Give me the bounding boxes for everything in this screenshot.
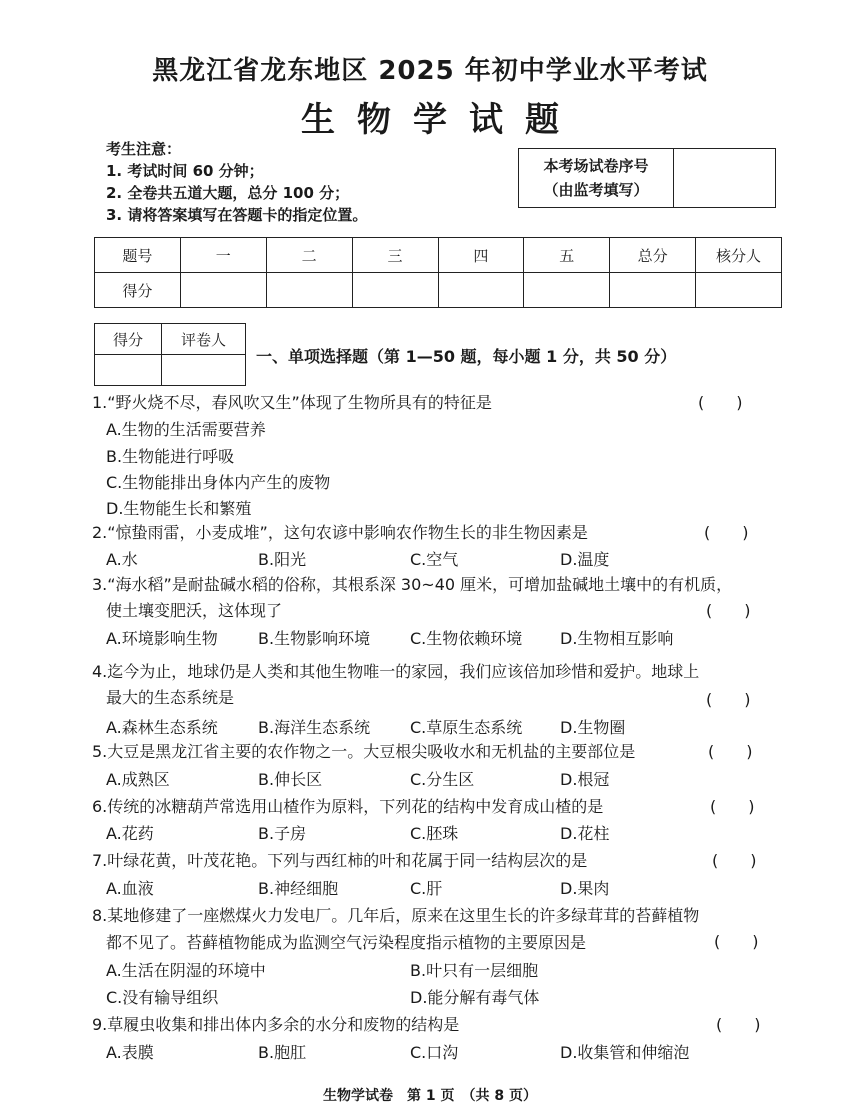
answer-paren[interactable]: ( ) bbox=[698, 393, 743, 412]
question-stem: 9.草履虫收集和排出体内多余的水分和废物的结构是 bbox=[92, 1015, 460, 1034]
option-b: B.胞肛 bbox=[258, 1043, 307, 1062]
question-stem: 2.“惊蛰雨雷，小麦成堆”，这句农谚中影响农作物生长的非生物因素是 bbox=[92, 523, 588, 542]
option-d: D.温度 bbox=[560, 550, 610, 569]
grader-score-cell[interactable] bbox=[95, 355, 162, 386]
option-b: B.生物影响环境 bbox=[258, 629, 371, 648]
option-b: B.生物能进行呼吸 bbox=[106, 447, 235, 466]
answer-paren[interactable]: ( ) bbox=[704, 523, 749, 542]
option-d: D.能分解有毒气体 bbox=[410, 988, 540, 1007]
question-stem-cont: 都不见了。苔藓植物能成为监测空气污染程度指示植物的主要原因是 bbox=[106, 933, 587, 952]
score-header-cell: 五 bbox=[524, 238, 610, 273]
score-cell[interactable] bbox=[438, 273, 524, 308]
exam-title: 黑龙江省龙东地区 2025 年初中学业水平考试 bbox=[152, 56, 708, 86]
option-c: C.生物能排出身体内产生的废物 bbox=[106, 473, 331, 492]
grader-name-label: 评卷人 bbox=[162, 324, 246, 355]
score-cell[interactable] bbox=[266, 273, 352, 308]
grader-name-cell[interactable] bbox=[162, 355, 246, 386]
score-header-cell: 一 bbox=[180, 238, 266, 273]
grader-score-label: 得分 bbox=[95, 324, 162, 355]
answer-paren[interactable]: ( ) bbox=[712, 851, 757, 870]
answer-paren[interactable]: ( ) bbox=[714, 932, 759, 951]
option-c: C.生物依赖环境 bbox=[410, 629, 523, 648]
score-header-cell: 四 bbox=[438, 238, 524, 273]
exam-serial-box bbox=[518, 148, 776, 208]
score-header-cell: 二 bbox=[266, 238, 352, 273]
option-b: B.叶只有一层细胞 bbox=[410, 961, 539, 980]
score-row-label: 得分 bbox=[95, 273, 181, 308]
score-cell[interactable] bbox=[696, 273, 782, 308]
option-d: D.生物圈 bbox=[560, 718, 626, 737]
answer-paren[interactable]: ( ) bbox=[706, 601, 751, 620]
option-b: B.阳光 bbox=[258, 550, 307, 569]
option-c: C.肝 bbox=[410, 879, 443, 898]
score-cell[interactable] bbox=[524, 273, 610, 308]
serial-label: 本考场试卷序号 （由监考填写） bbox=[519, 149, 674, 208]
option-a: A.花药 bbox=[106, 824, 154, 843]
option-d: D.花柱 bbox=[560, 824, 610, 843]
option-c: C.口沟 bbox=[410, 1043, 459, 1062]
notice-heading: 考生注意： bbox=[106, 140, 182, 158]
answer-paren[interactable]: ( ) bbox=[716, 1015, 761, 1034]
option-a: A.表膜 bbox=[106, 1043, 154, 1062]
score-cell[interactable] bbox=[180, 273, 266, 308]
option-d: D.生物相互影响 bbox=[560, 629, 674, 648]
option-b: B.伸长区 bbox=[258, 770, 323, 789]
score-header-cell: 总分 bbox=[610, 238, 696, 273]
option-c: C.分生区 bbox=[410, 770, 475, 789]
option-b: B.海洋生态系统 bbox=[258, 718, 371, 737]
answer-paren[interactable]: ( ) bbox=[708, 742, 753, 761]
grader-box bbox=[94, 323, 246, 386]
question-stem: 7.叶绿花黄，叶茂花艳。下列与西红柿的叶和花属于同一结构层次的是 bbox=[92, 851, 588, 870]
notice-item: 1. 考试时间 60 分钟； bbox=[106, 162, 264, 180]
option-b: B.子房 bbox=[258, 824, 307, 843]
score-header-cell: 三 bbox=[352, 238, 438, 273]
option-a: A.森林生态系统 bbox=[106, 718, 218, 737]
option-c: C.空气 bbox=[410, 550, 459, 569]
question-stem: 3.“海水稻”是耐盐碱水稻的俗称，其根系深 30~40 厘米，可增加盐碱地土壤中的有机质， bbox=[92, 575, 733, 594]
option-a: A.生物的生活需要营养 bbox=[106, 420, 266, 439]
question-stem: 5.大豆是黑龙江省主要的农作物之一。大豆根尖吸收水和无机盐的主要部位是 bbox=[92, 742, 636, 761]
option-c: C.没有输导组织 bbox=[106, 988, 219, 1007]
score-header-cell: 核分人 bbox=[696, 238, 782, 273]
question-stem-cont: 使土壤变肥沃，这体现了 bbox=[106, 601, 283, 620]
option-d: D.根冠 bbox=[560, 770, 610, 789]
question-stem: 6.传统的冰糖葫芦常选用山楂作为原料，下列花的结构中发育成山楂的是 bbox=[92, 797, 604, 816]
answer-paren[interactable]: ( ) bbox=[706, 690, 751, 709]
option-a: A.血液 bbox=[106, 879, 154, 898]
option-a: A.生活在阴湿的环境中 bbox=[106, 961, 266, 980]
option-d: D.果肉 bbox=[560, 879, 610, 898]
option-d: D.生物能生长和繁殖 bbox=[106, 499, 252, 518]
question-stem-cont: 最大的生态系统是 bbox=[106, 688, 235, 707]
option-d: D.收集管和伸缩泡 bbox=[560, 1043, 690, 1062]
score-table bbox=[94, 237, 782, 308]
option-a: A.水 bbox=[106, 550, 138, 569]
option-c: C.草原生态系统 bbox=[410, 718, 523, 737]
score-cell[interactable] bbox=[352, 273, 438, 308]
answer-paren[interactable]: ( ) bbox=[710, 797, 755, 816]
page-footer: 生物学试卷 第 1 页 （共 8 页） bbox=[323, 1088, 537, 1104]
serial-input-cell[interactable] bbox=[674, 149, 776, 208]
subject-title: 生物学试题 bbox=[301, 100, 581, 140]
question-stem: 4.迄今为止，地球仍是人类和其他生物唯一的家园，我们应该倍加珍惜和爱护。地球上 bbox=[92, 662, 700, 681]
question-stem: 1.“野火烧不尽，春风吹又生”体现了生物所具有的特征是 bbox=[92, 393, 492, 412]
option-b: B.神经细胞 bbox=[258, 879, 339, 898]
score-header-cell: 题号 bbox=[95, 238, 181, 273]
notice-item: 3. 请将答案填写在答题卡的指定位置。 bbox=[106, 206, 368, 224]
score-cell[interactable] bbox=[610, 273, 696, 308]
section-title: 一、单项选择题（第 1—50 题，每小题 1 分，共 50 分） bbox=[256, 347, 677, 366]
notice-item: 2. 全卷共五道大题，总分 100 分； bbox=[106, 184, 350, 202]
option-c: C.胚珠 bbox=[410, 824, 459, 843]
option-a: A.成熟区 bbox=[106, 770, 170, 789]
option-a: A.环境影响生物 bbox=[106, 629, 218, 648]
question-stem: 8.某地修建了一座燃煤火力发电厂。几年后，原来在这里生长的许多绿茸茸的苔藓植物 bbox=[92, 906, 700, 925]
candidate-notice bbox=[106, 138, 367, 226]
